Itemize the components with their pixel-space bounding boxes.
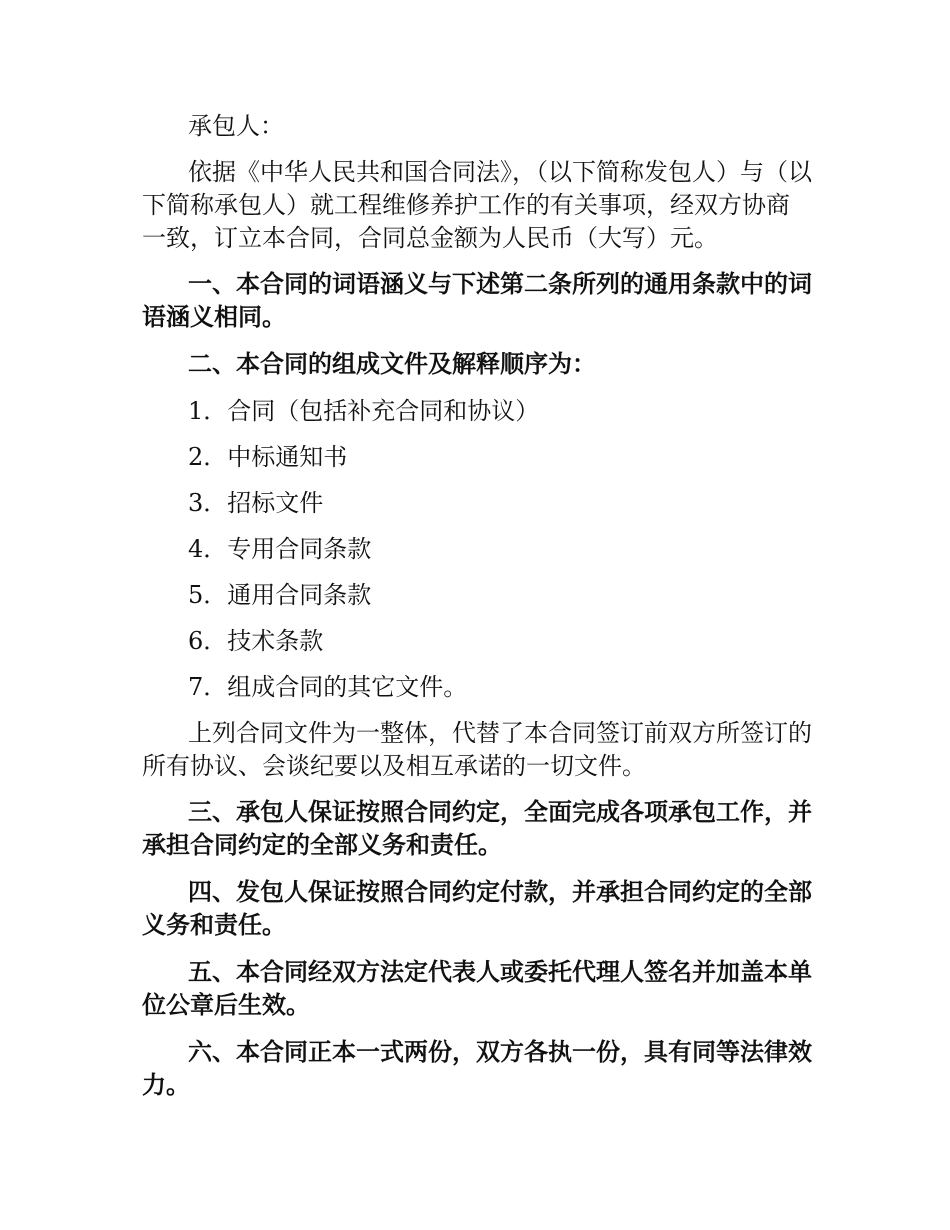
list-item-4: 4．专用合同条款: [188, 535, 372, 563]
list-item-3: 3．招标文件: [188, 489, 324, 517]
list-item-6: 6．技术条款: [188, 627, 324, 655]
contract-page: [142, 110, 812, 1116]
clause-6: 六、本合同正本一式两份，双方各执一份，具有同等法律效力。: [142, 1038, 812, 1099]
clause-4: 四、发包人保证按照合同约定付款，并承担合同约定的全部义务和责任。: [142, 878, 812, 939]
clause-3: 三、承包人保证按照合同约定，全面完成各项承包工作，并承担合同约定的全部义务和责任。: [142, 798, 812, 859]
clause-5: 五、本合同经双方法定代表人或委托代理人签名并加盖本单位公章后生效。: [142, 958, 812, 1019]
list-item-5: 5．通用合同条款: [188, 581, 372, 609]
intro-paragraph: 依据《中华人民共和国合同法》，（以下简称发包人）与（以下简称承包人）就工程维修养护工作的有关事项，经双方协商一致，订立本合同，合同总金额为人民币（大写）元。: [142, 158, 812, 252]
list-note-paragraph: 上列合同文件为一整体，代替了本合同签订前双方所签订的所有协议、会谈纪要以及相互承诺的一切文件。: [142, 719, 812, 780]
list-item-1: 1．合同（包括补充合同和协议）: [188, 397, 540, 425]
list-item-7: 7．组成合同的其它文件。: [188, 673, 468, 701]
list-item-2: 2．中标通知书: [188, 443, 348, 471]
clause-2: 二、本合同的组成文件及解释顺序为：: [188, 350, 596, 378]
contractor-label: 承包人：: [188, 112, 284, 140]
clause-1: 一、本合同的词语涵义与下述第二条所列的通用条款中的词语涵义相同。: [142, 270, 812, 331]
